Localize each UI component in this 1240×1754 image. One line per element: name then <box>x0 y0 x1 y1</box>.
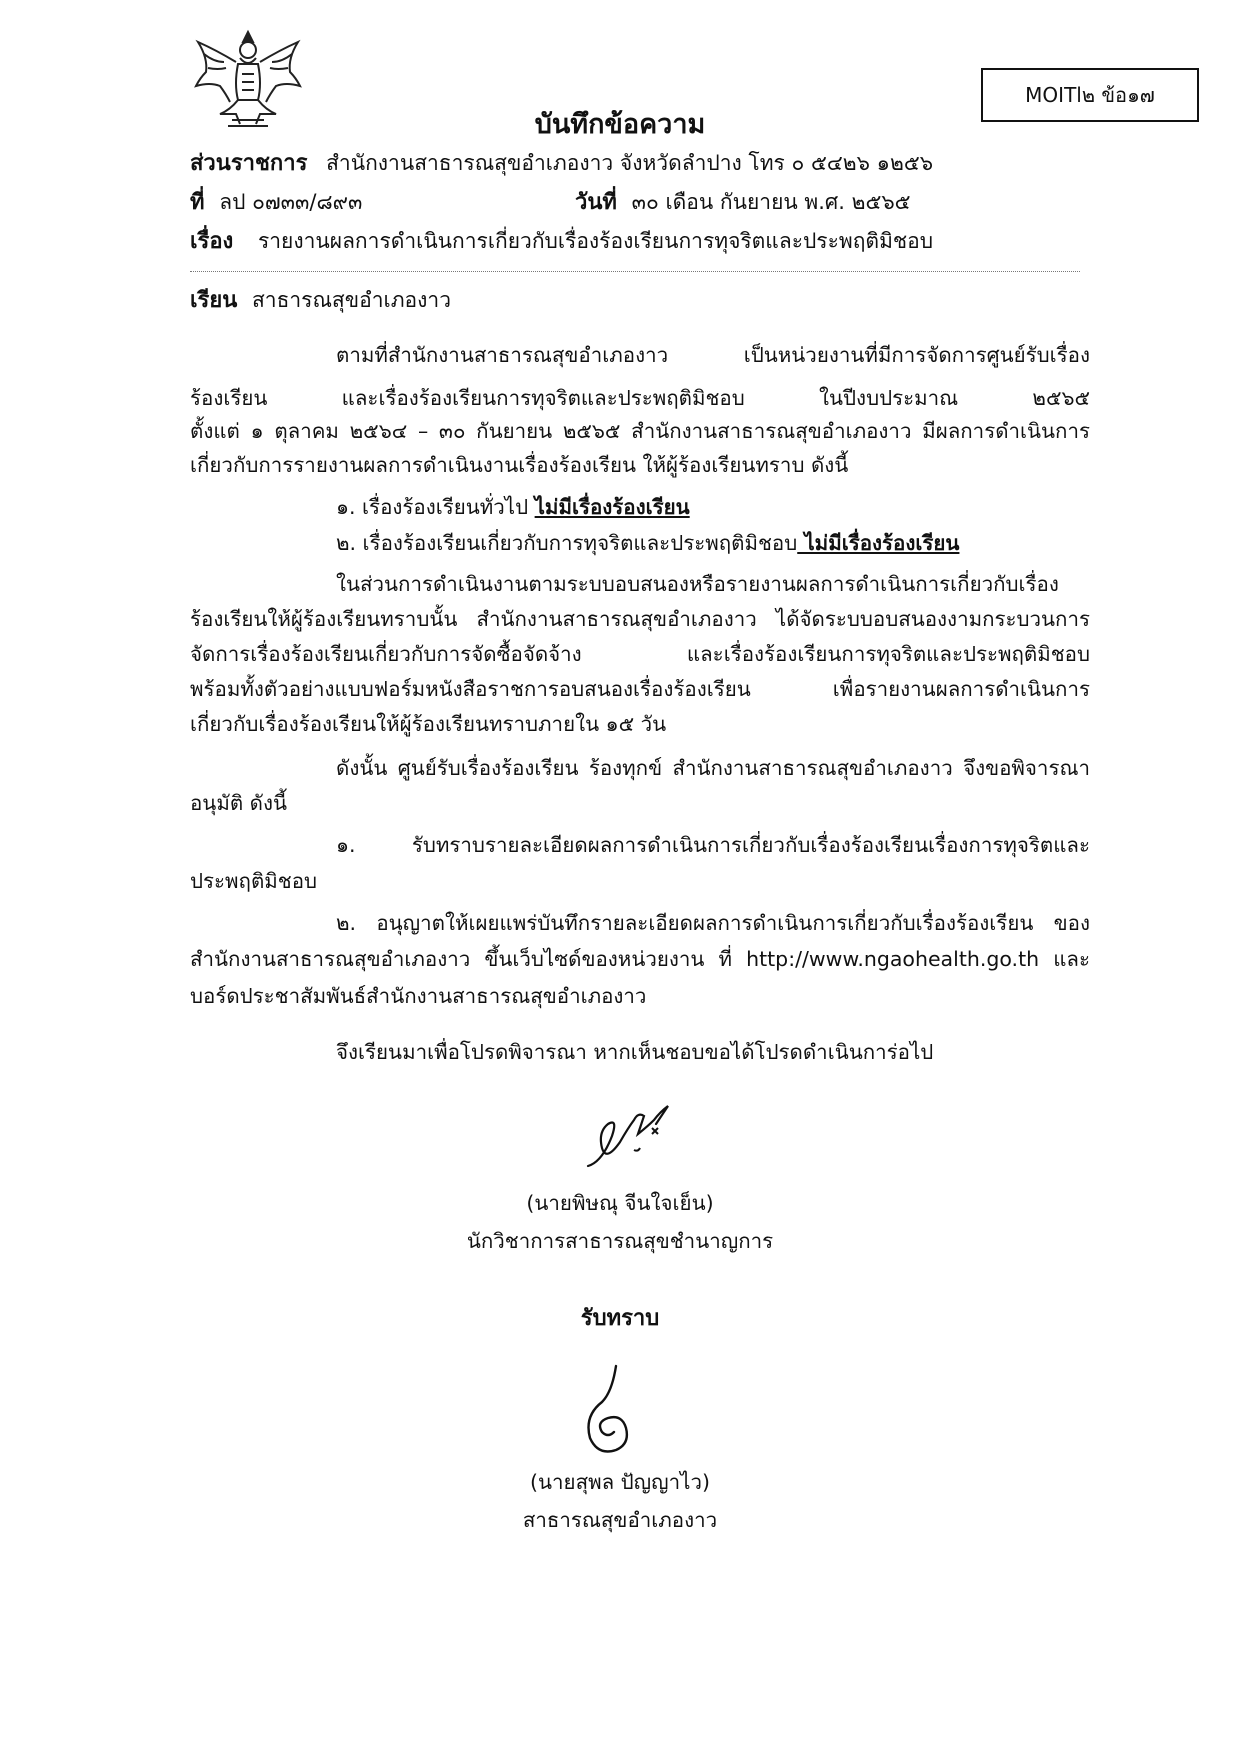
signer-2-name: (นายสุพล ปัญญาไว) <box>530 1470 710 1494</box>
subject-line <box>190 226 933 257</box>
signature-2-icon <box>572 1360 652 1460</box>
salutation-value: สาธารณสุขอำเภองาว <box>251 288 451 312</box>
subject-value: รายงานผลการดำเนินการเกี่ยวกับเรื่องร้องเรียนการทุจริตและประพฤติมิชอบ <box>257 229 934 253</box>
agency-value: สำนักงานสาธารณสุขอำเภองาว จังหวัดลำปาง โทร ๐ ๕๔๒๖ ๑๒๕๖ <box>326 151 934 175</box>
subject-label: เรื่อง <box>190 229 234 254</box>
paragraph-line: สำนักงานสาธารณสุขอำเภองาว ขึ้นเว็บไซด์ของหน่วยงาน ที่ http://www.ngaohealth.go.th และ <box>190 947 1090 971</box>
paragraph-line: จัดการเรื่องร้องเรียนเกี่ยวกับการจัดซื้อจัดจ้าง และเรื่องร้องเรียนการทุจริตและประพฤติมิชอบ <box>190 642 1090 666</box>
paragraph-line: เกี่ยวกับการรายงานผลการดำเนินงานเรื่องร้องเรียน ให้ผู้ร้องเรียนทราบ ดังนี้ <box>190 453 849 477</box>
signature-1-icon <box>580 1088 690 1172</box>
paragraph-line: ประพฤติมิชอบ <box>190 869 318 893</box>
paragraph-line: บอร์ดประชาสัมพันธ์สำนักงานสาธารณสุขอำเภองาว <box>190 984 647 1008</box>
document-number-label: ที่ <box>190 190 205 215</box>
closing-line: จึงเรียนมาเพื่อโปรดพิจารณา หากเห็นชอบขอได้โปรดดำเนินการ่อไป <box>336 1040 934 1064</box>
document-number-value: ลป ๐๗๓๓/๘๙๓ <box>219 190 363 214</box>
paragraph-line: พร้อมทั้งตัวอย่างแบบฟอร์มหนังสือราชการอบสนองเรื่องร้องเรียน เพื่อรายงานผลการดำเนินการ <box>190 677 1090 701</box>
paragraph-line: เกี่ยวกับเรื่องร้องเรียนให้ผู้ร้องเรียนทราบภายใน ๑๕ วัน <box>190 712 667 736</box>
paragraph-line: ตามที่สำนักงานสาธารณสุขอำเภองาว เป็นหน่วยงานที่มีการจัดการศูนย์รับเรื่อง <box>336 343 1090 367</box>
paragraph-line: ในส่วนการดำเนินงานตามระบบอบสนองหรือรายงานผลการดำเนินการเกี่ยวกับเรื่อง <box>336 572 1059 596</box>
agency-line <box>190 148 933 179</box>
document-number-line <box>190 187 362 218</box>
agency-label: ส่วนราชการ <box>190 151 308 176</box>
paragraph-line: ร้องเรียน และเรื่องร้องเรียนการทุจริตและประพฤติมิชอบ ในปีงบประมาณ ๒๕๖๕ <box>190 386 1090 410</box>
item-result: ไม่มีเรื่องร้องเรียน <box>797 531 960 555</box>
item-label: ๒. เรื่องร้องเรียนเกี่ยวกับการทุจริตและประพฤติมิชอบ <box>336 531 798 555</box>
signer-1-position: นักวิชาการสาธารณสุขชำนาญการ <box>466 1229 774 1253</box>
item-general-complaints <box>336 492 1090 522</box>
paragraph-line: ๒. อนุญาตให้เผยแพร่บันทึกรายละเอียดผลการดำเนินการเกี่ยวกับเรื่องร้องเรียน ของ <box>336 911 1090 935</box>
salutation-label: เรียน <box>190 288 238 313</box>
salutation-line <box>190 285 451 316</box>
paragraph-line: ตั้งแต่ ๑ ตุลาคม ๒๕๖๔ – ๓๐ กันยายน ๒๕๖๕ สำนักงานสาธารณสุขอำเภองาว มีผลการดำเนินการ <box>190 419 1090 443</box>
date-line <box>575 187 911 218</box>
paragraph-line: ดังนั้น ศูนย์รับเรื่องร้องเรียน ร้องทุกข์ สำนักงานสาธารณสุขอำเภองาว จึงขอพิจารณา <box>336 756 1090 780</box>
date-label: วันที่ <box>575 190 617 215</box>
item-result: ไม่มีเรื่องร้องเรียน <box>534 495 690 519</box>
moit-reference-text: MOITl๒ ข้อ๑๗ <box>1025 83 1155 107</box>
date-value: ๓๐ เดือน กันยายน พ.ศ. ๒๕๖๕ <box>631 190 911 214</box>
paragraph-line: ร้องเรียนให้ผู้ร้องเรียนทราบนั้น สำนักงานสาธารณสุขอำเภองาว ได้จัดระบบอบสนองงามกระบวนการ <box>190 607 1090 631</box>
item-corruption-complaints <box>336 528 1090 558</box>
signer-1-name: (นายพิษณุ จีนใจเย็น) <box>526 1191 714 1215</box>
memo-title: บันทึกข้อความ <box>534 109 706 140</box>
paragraph-line: ๑. รับทราบรายละเอียดผลการดำเนินการเกี่ยวกับเรื่องร้องเรียนเรื่องการทุจริตและ <box>336 833 1090 857</box>
item-label: ๑. เรื่องร้องเรียนทั่วไป <box>336 495 535 519</box>
paragraph-line: อนุมัติ ดังนี้ <box>190 791 288 815</box>
header-divider <box>190 271 1080 272</box>
signer-2-position: สาธารณสุขอำเภองาว <box>522 1508 718 1532</box>
acknowledged-label: รับทราบ <box>580 1306 660 1331</box>
